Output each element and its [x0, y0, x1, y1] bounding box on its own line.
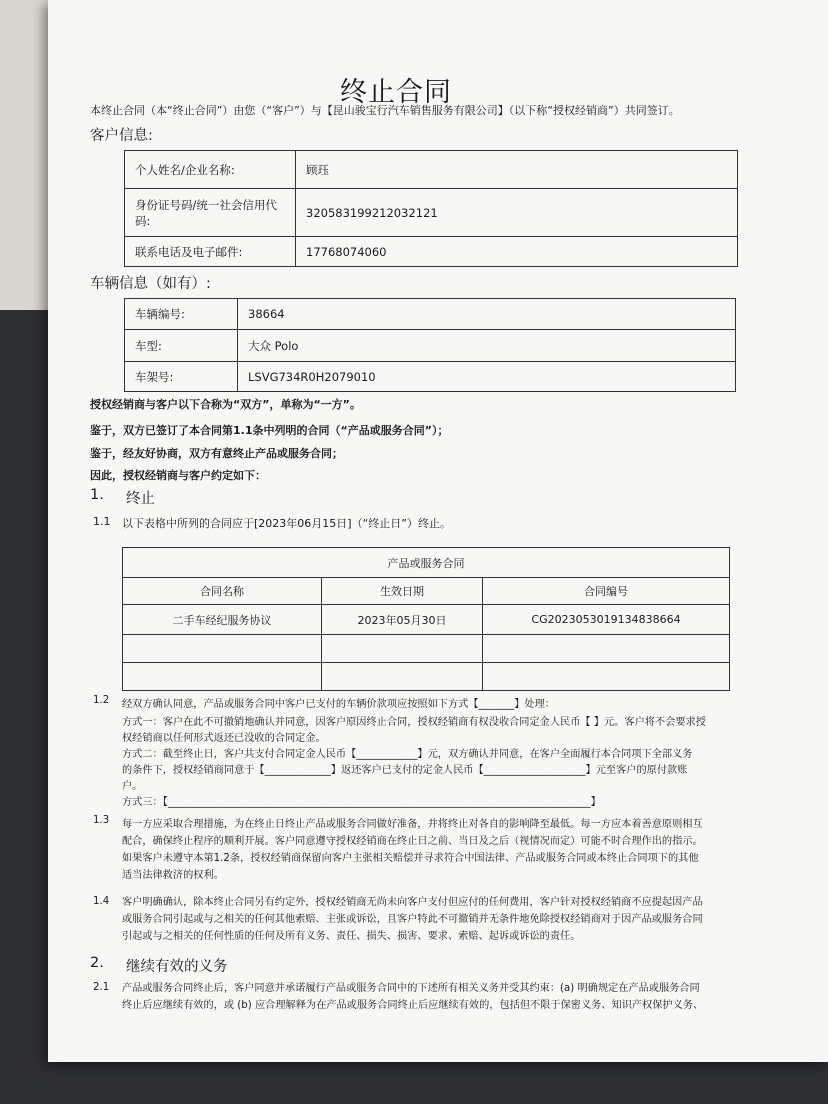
customer-label: 个人姓名/企业名称: [125, 151, 296, 189]
vehicle-row-vin [125, 362, 736, 392]
table-row [123, 663, 730, 691]
vehicle-row-number [125, 299, 736, 330]
clause-1-3-line: 配合，确保终止程序的顺利开展。客户同意遵守授权经销商在终止日之前、当日及之后（视情况而定）可能不时合理作出的指示。 [122, 836, 703, 847]
clause-number: 1.3 [93, 815, 110, 826]
clause-1-2-line: 权经销商以任何形式返还已没收的合同定金。 [122, 733, 326, 744]
section-1-title: 终止 [126, 491, 155, 507]
customer-row-id [125, 189, 738, 237]
contract-number-cell [483, 663, 730, 691]
contract-table [122, 547, 730, 691]
preamble-line: 鉴于，双方已签订了本合同第1.1条中列明的合同（“产品或服务合同”）； [90, 424, 449, 437]
effective-date-cell [322, 635, 483, 663]
contract-table-caption: 产品或服务合同 [123, 548, 730, 578]
clause-1-1-text: 以下表格中所列的合同应于[2023年06月15日]（“终止日”）终止。 [122, 517, 451, 530]
customer-label: 身份证号码/统一社会信用代码: [125, 189, 296, 237]
table-row [123, 635, 730, 663]
effective-date-cell: 2023年05月30日 [322, 605, 483, 635]
contract-name-cell [123, 663, 322, 691]
contract-name-cell [123, 635, 322, 663]
table-row [123, 605, 730, 635]
contract-table-caption-row [123, 548, 730, 578]
clause-number: 2.1 [93, 982, 110, 993]
contract-table-header: 生效日期 [322, 578, 483, 605]
preamble-line: 授权经销商与客户以下合称为“双方”，单称为“一方”。 [90, 398, 361, 411]
vehicle-row-model [125, 330, 736, 362]
customer-value: 顾珏 [296, 151, 738, 189]
clause-2-1-line: 终止后应继续有效的，或 (b) 应合理解释为在产品或服务合同终止后应继续有效的，包括但不限于保密义务、知识产权保护义务、 [122, 1000, 704, 1011]
vehicle-label: 车型: [125, 330, 238, 362]
clause-1-2-line: 的条件下，授权经销商同意于【_____________】返还客户已支付的定金人民币【____________________】元至客户的原付款账 [122, 765, 688, 776]
contract-name-cell: 二手车经纪服务协议 [123, 605, 322, 635]
clause-1-2-line: 方式二：截至终止日，客户共支付合同定金人民币【____________】元，双方确认并同意，在客户全面履行本合同项下全部义务 [122, 749, 693, 760]
clause-1-4-line: 引起或与之相关的任何性质的任何及所有义务、责任、损失、损害、要求、索赔、起诉或诉讼的责任。 [122, 931, 581, 942]
clause-1-2-line: 方式三：【___________________________________________________________________________________】 [122, 797, 601, 808]
section-1-number: 1. [90, 487, 104, 503]
clause-2-1-line: 产品或服务合同终止后，客户同意并承诺履行产品或服务合同中的下述所有相关义务并受其约束：(a) 明确规定在产品或服务合同 [122, 983, 700, 994]
effective-date-cell [322, 663, 483, 691]
clause-1-2-line: 户。 [122, 781, 143, 792]
vehicle-label: 车辆编号: [125, 299, 238, 330]
vehicle-info-heading: 车辆信息（如有）: [90, 276, 211, 292]
preamble-line: 鉴于，经友好协商，双方有意终止产品或服务合同； [90, 447, 343, 460]
clause-1-2-line: 方式一：客户在此不可撤销地确认并同意，因客户原因终止合同，授权经销商有权没收合同定金人民币【 】元。客户将不会要求授 [122, 717, 706, 728]
customer-info-table [124, 150, 738, 267]
customer-label: 联系电话及电子邮件: [125, 237, 296, 267]
vehicle-label: 车架号: [125, 362, 238, 392]
clause-1-3-line: 适当法律救济的权利。 [122, 870, 224, 881]
clause-number: 1.1 [93, 515, 111, 528]
contract-number-cell: CG2023053019134838664 [483, 605, 730, 635]
document-title: 终止合同 [340, 77, 452, 108]
clause-1-3-line: 每一方应采取合理措施，为在终止日终止产品或服务合同做好准备，并将终止对各自的影响降至最低。每一方应本着善意原则相互 [122, 819, 703, 830]
vehicle-value: LSVG734R0H2079010 [238, 362, 736, 392]
preamble-line: 因此，授权经销商与客户约定如下： [90, 469, 266, 482]
contract-table-header: 合同编号 [483, 578, 730, 605]
clause-1-3-line: 如果客户未遵守本第1.2条，授权经销商保留向客户主张相关赔偿并寻求符合中国法律、产品或服务合同或本终止合同项下的其他 [122, 853, 699, 864]
intro-paragraph: 本终止合同（本“终止合同”）由您（“客户”）与【昆山骏宝行汽车销售服务有限公司】（以下称“授权经销商”）共同签订。 [90, 104, 680, 117]
clause-1-4-line: 客户明确确认，除本终止合同另有约定外，授权经销商无尚未向客户支付但应付的任何费用，客户针对授权经销商不应提起因产品 [122, 897, 703, 908]
customer-value: 320583199212032121 [296, 189, 738, 237]
customer-row-contact [125, 237, 738, 267]
contract-table-header-row [123, 578, 730, 605]
clause-number: 1.2 [93, 695, 110, 706]
clause-1-2-line: 经双方确认同意，产品或服务合同中客户已支付的车辆价款项应按照如下方式【_______】处理： [122, 699, 555, 710]
customer-info-heading: 客户信息: [90, 128, 153, 144]
vehicle-info-table [124, 298, 736, 392]
section-2-number: 2. [90, 955, 104, 971]
clause-1-4-line: 或服务合同引起或与之相关的任何其他索赔、主张或诉讼，且客户特此不可撤销并无条件地免除授权经销商对于因产品或服务合同 [122, 914, 703, 925]
section-2-title: 继续有效的义务 [126, 959, 228, 975]
contract-number-cell [483, 635, 730, 663]
customer-row-name [125, 151, 738, 189]
customer-value: 17768074060 [296, 237, 738, 267]
vehicle-value: 大众 Polo [238, 330, 736, 362]
contract-table-header: 合同名称 [123, 578, 322, 605]
vehicle-value: 38664 [238, 299, 736, 330]
clause-number: 1.4 [93, 896, 110, 907]
